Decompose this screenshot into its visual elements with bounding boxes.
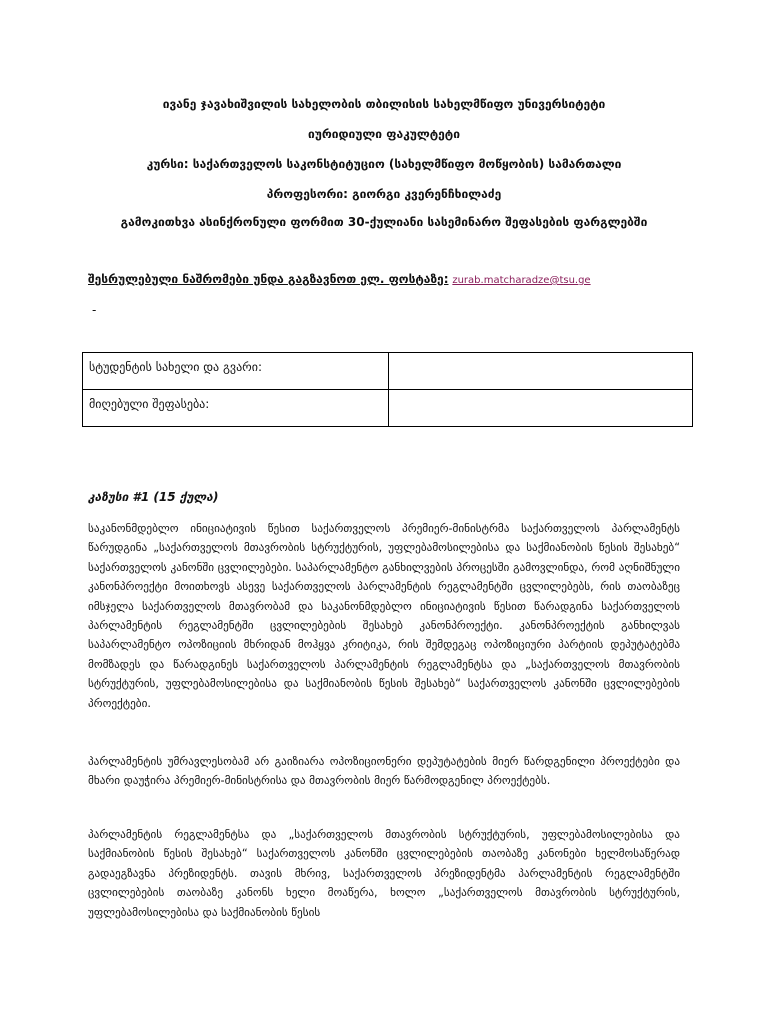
grade-label: მიღებული შეფასება: — [83, 390, 389, 427]
student-name-label: სტუდენტის სახელი და გვარი: — [83, 353, 389, 390]
table-row — [83, 353, 693, 390]
case-paragraph: პარლამენტის რეგლამენტსა და „საქართველოს მთავრობის სტრუქტურის, უფლებამოსილებისა და საქმიანობის წესის შესახებ“ საქართველოს კანონში ცვლილებების თაობაზე კანონები ხელმოსაწერად გადაეგზავნა პრეზიდენტს. თავის მხრივ, საქართველოს პრეზიდენტმა პარლამენტის რეგლამენტში ცვლილებების თაობაზე კანონს ხელი მოაწერა, ხოლო „საქართველოს მთავრობის სტრუქტურის, უფლებამოსილებისა და საქმიანობის წესის — [88, 828, 680, 919]
faculty-name: იურიდიული ფაკულტეტი — [308, 127, 460, 141]
table-row — [83, 390, 693, 427]
university-name: ივანე ჯავახიშვილის სახელობის თბილისის სახელმწიფო უნივერსიტეტი — [162, 97, 606, 111]
submission-label: შესრულებული ნაშრომები უნდა გაგზავნოთ ელ. ფოსტაზე: — [88, 272, 449, 286]
case-title: კაზუსი #1 (15 ქულა) — [88, 490, 219, 504]
student-name-field[interactable] — [389, 353, 693, 390]
dash-mark: - — [92, 303, 97, 317]
submission-instruction — [88, 270, 591, 290]
case-paragraph: საკანონმდებლო ინიციატივის წესით საქართველოს პრემიერ-მინისტრმა საქართველოს პარლამენტს წარუდგინა „საქართველოს მთავრობის სტრუქტურის, უფლებამოსილებისა და საქმიანობის წესის შესახებ“ საქართველოს კანონში ცვლილებები. საპარლამენტო განხილვების პროცესში გამოვლინდა, რომ აღნიშნული კანონპროექტი მოითხოვს ასევე საქართველოს პარლამენტის რეგლამენტში ცვლილებებს, რის თაობაზეც იმსჯელა საქართველოს მთავრობამ და საკანონმდებლო ინიციატივის წესით წარადგინა საქართველოს პარლამენტის რეგლამენტში ცვლილებების შესახებ კანონპროექტი. კანონპროექტის განხილვას საპარლამენტო ოპოზიციის მხრიდან მოჰყვა კრიტიკა, რის შემდეგაც ოპოზიციური პარტიის დეპუტატებმა მომზადეს და წარადგინეს საქართველოს პარლამენტის რეგლამენტსა და „საქართველოს მთავრობის სტრუქტურის, უფლებამოსილებისა და საქმიანობის წესის შესახებ“ საქართველოს კანონში ცვლილებების პროექტები. — [88, 522, 680, 710]
grade-field[interactable] — [389, 390, 693, 427]
course-title: კურსი: საქართველოს საკონსტიტუციო (სახელმწიფო მოწყობის) სამართალი — [146, 157, 622, 171]
assessment-announcement: გამოკითხვა ასინქრონული ფორმით 30-ქულიანი სასემინარო შეფასების ფარგლებში — [120, 215, 648, 229]
case-paragraph: პარლამენტის უმრავლესობამ არ გაიზიარა ოპოზიციონერი დეპუტატების მიერ წარდგენილი პროექტები და მხარი დაუჭირა პრემიერ-მინისტრისა და მთავრობის მიერ წარმოდგენილ პროექტებს. — [88, 755, 680, 788]
student-info-table — [82, 352, 693, 427]
professor-name: პროფესორი: გიორგი კვერენჩხილაძე — [266, 187, 502, 201]
email-link[interactable]: zurab.matcharadze@tsu.ge — [452, 275, 591, 286]
